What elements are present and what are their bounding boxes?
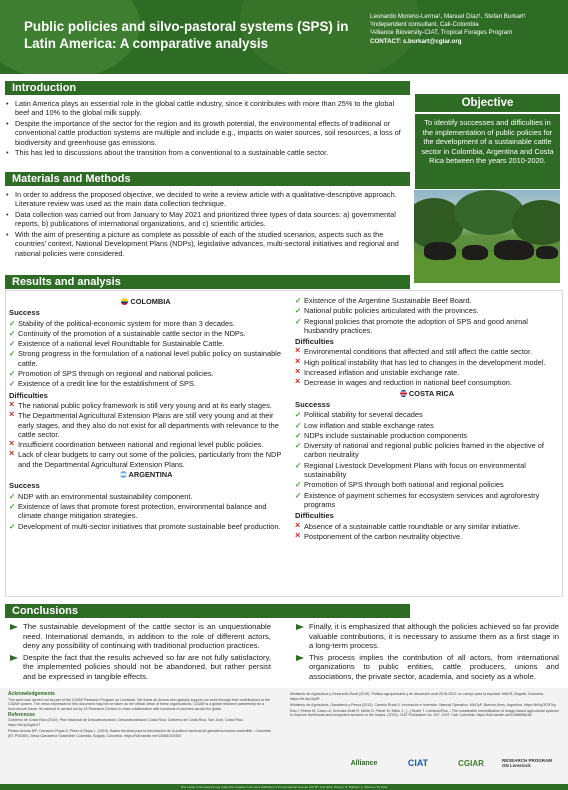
list-item: × Postponement of the carbon neutrality objective. <box>295 532 559 541</box>
list-item: • This has led to discussions about the transition from a conventional to a sustainable cattle sector. <box>5 148 410 157</box>
list-item: × Increased inflation and unstable exchange rate. <box>295 368 559 377</box>
cgiar-logo: CGIAR <box>458 758 484 768</box>
list-item: × High political instability that has led to changes in the development model. <box>295 358 559 367</box>
results-right-column <box>295 296 559 542</box>
objective-text: To identify successes and difficulties in the implementation of public policies for the development of a sustainable cattle sector in Colombia, Argentina and Costa Rica between the years 2010-2020. <box>415 114 560 189</box>
reference-item: Ministerio de Agricultura, Ganadería y Pesca (2013). Cambio Rural II, Innovación e Inversión. Manual Operativo. MAGyP, Buenos Aires, Argentina. https://bit.ly/3lT8Tuy <box>290 702 557 707</box>
conclusions-body <box>5 620 563 686</box>
partner-logos <box>340 750 560 780</box>
colombia-difficulties-label: Difficulties <box>9 390 48 400</box>
results-heading: Results and analysis <box>5 275 410 289</box>
list-item: × Decrease in wages and reduction in national beef consumption. <box>295 378 559 387</box>
objective-heading: Objective <box>415 94 560 112</box>
list-item: ✓ Strong progress in the formulation of a national level public policy on sustainable cattle. <box>9 349 283 368</box>
reference-item: Peláez Acosta MF; Camacho Rojas A; Pérez-A Rojas L. (2019). Bases técnicas para la formulación de la política nacional de ganadería bovina sostenible - Colombia (BT-PNGBS). Mesa Ganadería Sostenible Colombia, Bogotá, Colombia. https://hdl.handle.net/10568/103453 <box>8 729 271 738</box>
country-heading-costa-rica: COSTA RICA <box>295 389 559 398</box>
list-item: • Despite the importance of the sector for the region and its growth potential, the environmental effects of traditional or conventional cattle production systems are multiple and include e.g., impacts on water sources, soil resources, a loss of biodiversity and greenhouse gas emissions. <box>5 119 410 147</box>
list-item: × Insufficient coordination between national and regional level public policies. <box>9 440 283 449</box>
colombia-success-list <box>9 319 283 389</box>
acknowledgements-heading: Acknowledgements <box>8 691 55 697</box>
poster-footer <box>0 688 568 790</box>
list-item: ✓ NDPs include sustainable production components <box>295 431 559 440</box>
argentina-flag-icon <box>120 471 127 478</box>
list-item: ✓ Existence of a national level Roundtable for Sustainable Cattle. <box>9 339 283 348</box>
country-heading-argentina: ARGENTINA <box>9 470 283 479</box>
list-item: ✓ Stability of the political-economic system for more than 3 decades. <box>9 319 283 328</box>
list-item: • Data collection was carried out from January to May 2021 and prioritized three types of data sources: a) governmental reports, b) publications of international organizations, and c) scientific articles. <box>5 210 410 229</box>
affiliation-1: ¹Independent consultant, Cali-Colombia <box>370 21 479 29</box>
alliance-logo: Alliance <box>350 759 378 767</box>
list-item: ✓ Regional policies that promote the adoption of SPS and good animal husbandry practices. <box>295 317 559 336</box>
list-item: ✓ Low inflation and stable exchange rates <box>295 421 559 430</box>
cattle-pasture-photo <box>414 190 560 283</box>
list-item: × Lack of clear budgets to carry out some of the policies, particularly from the NDP and the Departmental Agricultural Extension Plans. <box>9 450 283 469</box>
list-item: ✓ Diversity of national and regional public policies framed in the objective of carbon neutrality <box>295 441 559 460</box>
costa-rica-success-list <box>295 410 559 509</box>
poster-title: Public policies and silvo-pastoral systems (SPS) in Latin America: A comparative analysis <box>24 19 349 51</box>
contact-email[interactable]: CONTACT: s.burkart@cgiar.org <box>370 37 462 45</box>
license-strip: This poster is licensed for use under the Creative Commons Attribution 4.0 International License (CC BY 4.0) 2021. Design: S. Burkart / L. Moreno / M. Díaz <box>0 784 568 790</box>
acknowledgements-text: This work was carried out as part of the CGIAR Research Program on Livestock. We thank all donors who globally support our work through their contributions to the CGIAR system. The views expressed in this document may not be taken as the official views of these organizations. CGIAR is a global research partnership for a food-secure future. Its science is carried out by 15 Research Centers in close collaboration with hundreds of partners across the globe. <box>8 697 271 711</box>
list-item: • Latin America plays an essential role in the global cattle industry, since it contributes with more than 25% to the global beef and 10% to the global milk supply. <box>5 99 410 118</box>
conclusions-heading: Conclusions <box>5 604 410 618</box>
list-item: • In order to address the proposed objective, we decided to write a review article with a qualitative-descriptive approach. Literature review was used as the main data collection technique. <box>5 190 410 209</box>
list-item: ✓ NDP with an environmental sustainability component. <box>9 492 283 501</box>
colombia-success-label: Success <box>9 308 40 318</box>
list-item: × The Departmental Agricultural Extension Plans are still very young and at their early stages, and they also do not exist for all departments with relevance to the cattle sector. <box>9 411 283 439</box>
author-block <box>370 13 560 46</box>
reference-item: Rao I; Peters M; Castro A; Schultze-Kraft R; White D; Fisher M; Miles J.; [...] Rudel T. LivestockPlus – The sustainable intensification of forage-based agricultural systems to improve livelihoods and ecosystem services in the tropics. (2015). CIAT Publication No. 407. CIAT, Cali, Colombia. https://hdl.handle.net/10568/68183 <box>290 708 559 718</box>
cow-shape <box>462 245 488 260</box>
list-item: • With the aim of presenting a picture as complete as possible of each of the studied scenarios, aspects such as the countries' context, National Development Plans (NDPs), legislative advances, multi-sectoral initiatives and regional and national policies were considered. <box>5 230 410 258</box>
acknowledgements-block <box>8 692 273 740</box>
list-item: The sustainable development of the cattle sector is an unquestionable need. International demands, in addition to the role of different actors, deny any possibility of continuing with traditional production practices. <box>9 622 271 651</box>
list-item: Despite the fact that the results achieved so far are not fully satisfactory, the implemented policies should not be abandoned, but rather persist and be expressed in tangible effects. <box>9 653 271 682</box>
list-item: × Environmental conditions that affected and still affect the cattle sector. <box>295 347 559 356</box>
list-item: × The national public policy framework is still very young and at its early stages. <box>9 401 283 410</box>
colombia-difficulties-list <box>9 401 283 469</box>
conclusions-right-list <box>295 622 559 684</box>
list-item: ✓ Existence of the Argentine Sustainable Beef Board. <box>295 296 559 305</box>
references-right-block <box>290 692 560 719</box>
cow-shape <box>494 240 534 260</box>
methods-list <box>5 190 410 259</box>
livestock-program-logo: RESEARCH PROGRAM ON Livestock <box>502 758 553 768</box>
cow-shape <box>536 246 558 259</box>
affiliation-2: ²Alliance Bioversity-CIAT, Tropical Forages Program <box>370 29 513 37</box>
methods-heading: Materials and Methods <box>5 172 410 186</box>
authors-line: Leonardo Moreno-Lerma¹, Manuel Díaz¹, Stefan Burkart¹ <box>370 13 526 20</box>
list-item: ✓ Promotion of SPS through both national and regional policies <box>295 480 559 489</box>
list-item: ✓ Promotion of SPS through on regional and national policies. <box>9 369 283 378</box>
list-item: ✓ Existence of laws that promote forest protection, environmental balance and climate change mitigation strategies. <box>9 502 283 521</box>
argentina-success-list-part2 <box>295 296 559 335</box>
costa-rica-difficulties-label: Difficulties <box>295 511 334 521</box>
tree-shape <box>512 200 560 245</box>
introduction-list <box>5 99 410 159</box>
list-item: ✓ Development of multi-sector initiatives that promote sustainable beef production. <box>9 522 283 531</box>
poster-header <box>0 0 568 74</box>
list-item: This process implies the contribution of all actors, from international organizations to public entities, cattle producers, unions and associations, the private sector, academia, and society as a whole. <box>295 653 559 682</box>
argentina-difficulties-label: Difficulties <box>295 337 334 347</box>
conclusions-left-list <box>9 622 271 684</box>
list-item: Finally, it is emphasized that although the policies achieved so far provide valuable contributions, it is necessary to assume them as a first stage in a long-term process. <box>295 622 559 651</box>
costa-rica-success-label: Successs <box>295 399 331 409</box>
list-item: × Absence of a sustainable cattle roundtable or any similar initiative. <box>295 522 559 531</box>
list-item: ✓ Existence of payment schemes for ecosystem services and agroforestry programs <box>295 491 559 510</box>
introduction-heading: Introduction <box>5 81 410 95</box>
argentina-success-label: Success <box>9 481 40 491</box>
argentina-difficulties-list <box>295 347 559 387</box>
cow-shape <box>424 242 456 260</box>
list-item: ✓ Regional Livestock Development Plans with focus on environmental sustainability <box>295 461 559 480</box>
results-left-column <box>9 296 283 532</box>
country-heading-colombia: COLOMBIA <box>9 297 283 306</box>
argentina-success-list-part1 <box>9 492 283 531</box>
reference-item: Ministerio de Agricultura y Desarrollo Rural (2019). Política agropecuaria y de desarrollo rural 2018-2022: un campo para la equidad. MADR, Bogotá, Colombia. https://rb.rby/3q3R <box>290 692 544 701</box>
list-item: ✓ Existence of a credit line for the establishment of SPS. <box>9 379 283 388</box>
costa-rica-flag-icon <box>400 390 407 397</box>
list-item: ✓ Political stability for several decades <box>295 410 559 419</box>
reference-item: Gobierno de Costa Rica (2019). Plan Nacional de Descarbonización. Descarbonización Costa Rica. Gobierno de Costa Rica, San José, Costa Rica. https://bit.ly/3rgdUr7 <box>8 718 244 728</box>
colombia-flag-icon <box>121 298 128 305</box>
list-item: ✓ Continuity of the promotion of a sustainable cattle sector in the NDPs. <box>9 329 283 338</box>
references-heading: References <box>8 711 35 718</box>
ciat-logo: CIAT <box>407 758 429 768</box>
costa-rica-difficulties-list <box>295 522 559 542</box>
list-item: ✓ National public policies articulated with the provinces. <box>295 306 559 315</box>
